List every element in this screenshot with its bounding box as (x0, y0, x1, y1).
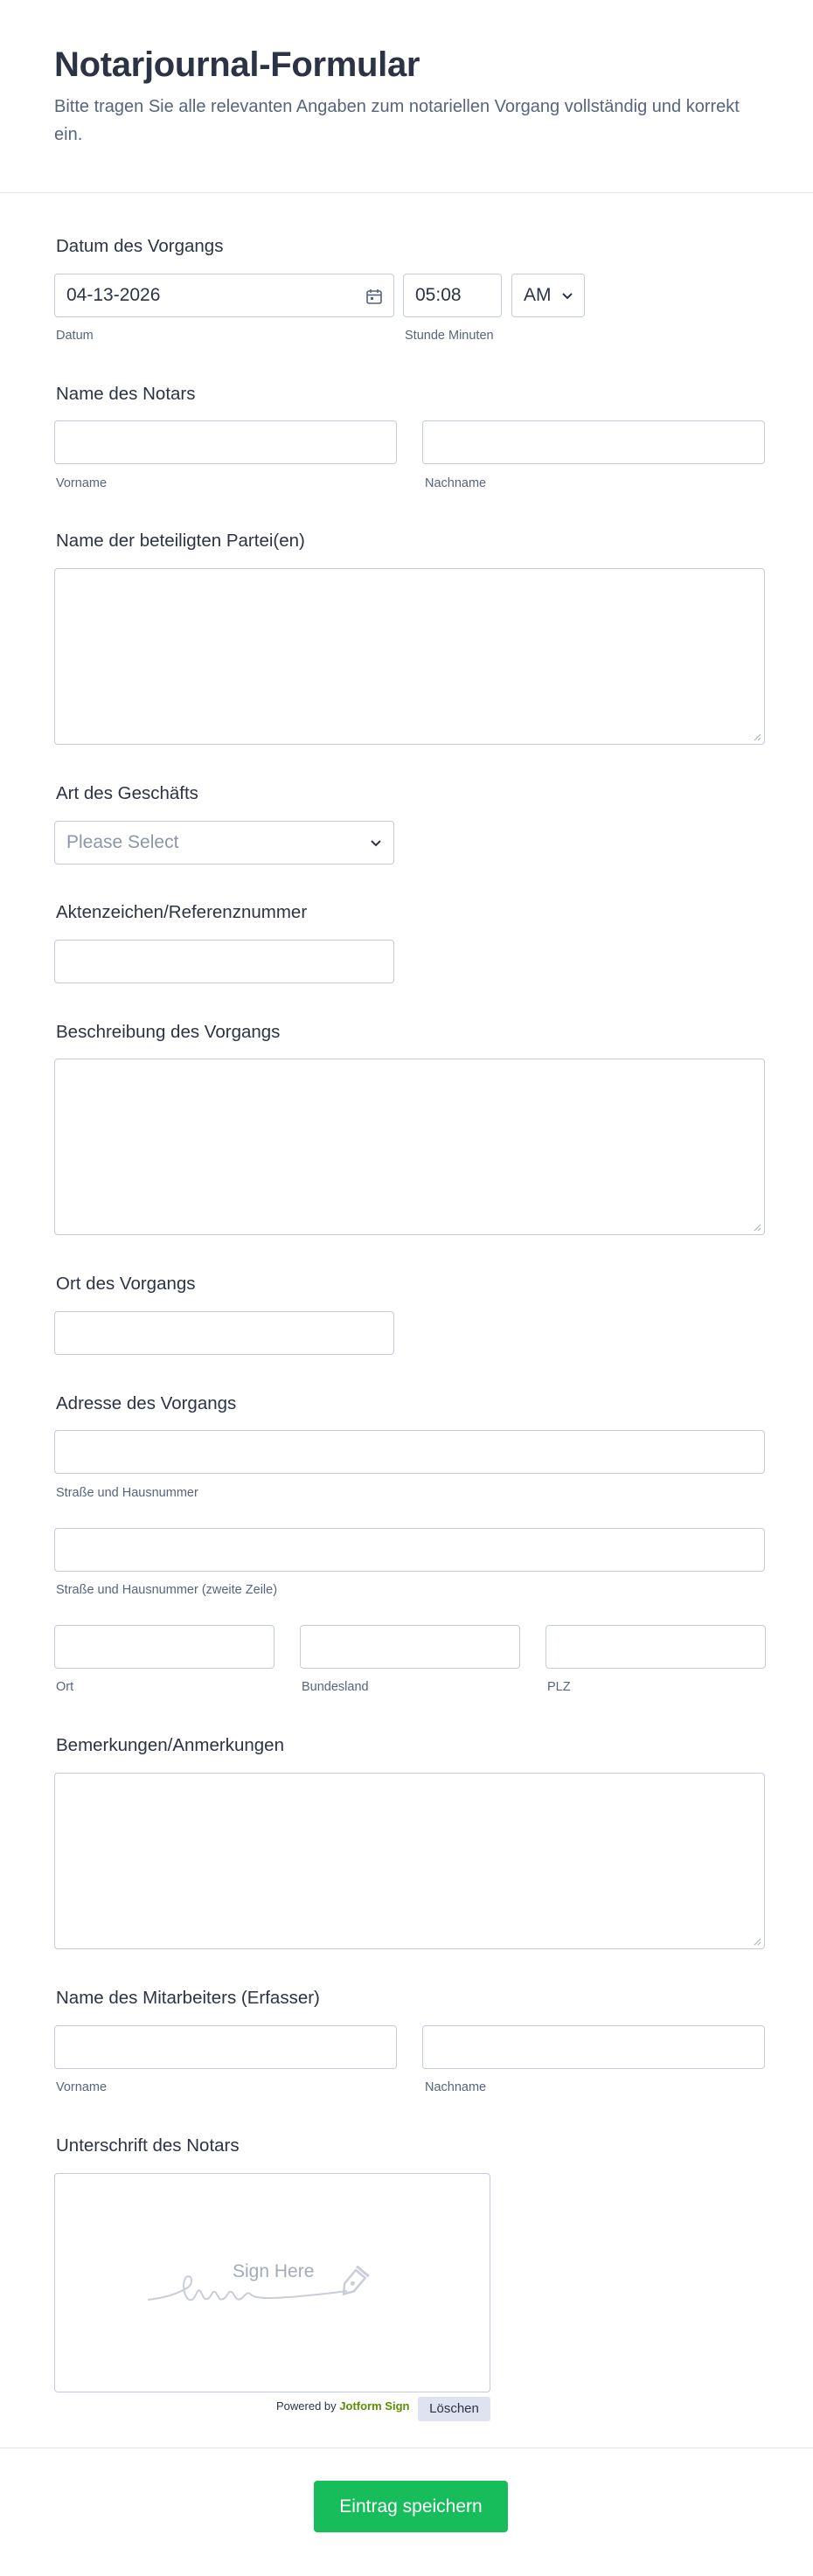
clear-signature-button[interactable]: Löschen (418, 2397, 490, 2421)
notary-name-label: Name des Notars (56, 384, 196, 404)
powered-by (276, 2399, 409, 2413)
date-value: 04-13-2026 (66, 285, 161, 305)
form-header (0, 0, 813, 193)
city-sublabel: Ort (56, 1680, 74, 1694)
state-sublabel: Bundesland (302, 1680, 369, 1694)
description-textarea[interactable] (54, 1059, 765, 1235)
city-input[interactable] (54, 1625, 274, 1669)
remarks-textarea[interactable] (54, 1773, 765, 1949)
street-input[interactable] (54, 1430, 765, 1474)
form-subtitle: Bitte tragen Sie alle relevanten Angaben zum notariellen Vorgang vollständig und korrekt ein. (54, 97, 740, 144)
form-title: Notarjournal-Formular (54, 45, 420, 84)
reference-label: Aktenzeichen/Referenznummer (56, 902, 308, 922)
signature-pad[interactable] (54, 2173, 490, 2392)
notary-first-name-input[interactable] (54, 420, 397, 464)
resize-handle-icon[interactable] (753, 1223, 761, 1232)
business-type-label: Art des Geschäfts (56, 783, 198, 803)
state-input[interactable] (300, 1625, 520, 1669)
employee-first-sublabel: Vorname (56, 2080, 108, 2094)
business-type-select[interactable] (54, 821, 394, 864)
chevron-down-icon (370, 837, 382, 853)
time-sublabel: Stunde Minuten (405, 329, 494, 343)
address-label: Adresse des Vorgangs (56, 1393, 237, 1413)
location-label: Ort des Vorgangs (56, 1274, 196, 1294)
zip-input[interactable] (545, 1625, 766, 1669)
description-label: Beschreibung des Vorgangs (56, 1022, 281, 1042)
notary-last-sublabel: Nachname (425, 476, 487, 490)
signature-label: Unterschrift des Notars (56, 2135, 240, 2156)
zip-sublabel: PLZ (547, 1680, 571, 1694)
resize-handle-icon[interactable] (753, 733, 761, 741)
date-input[interactable] (54, 274, 394, 317)
signature-placeholder: Sign Here (233, 2261, 315, 2281)
street-sublabel: Straße und Hausnummer (56, 1486, 198, 1500)
ampm-select[interactable] (511, 274, 585, 317)
street2-input[interactable] (54, 1528, 765, 1572)
street2-sublabel: Straße und Hausnummer (zweite Zeile) (56, 1583, 278, 1597)
reference-input[interactable] (54, 940, 394, 983)
parties-textarea[interactable] (54, 568, 765, 745)
chevron-down-icon (561, 289, 573, 306)
employee-last-sublabel: Nachname (425, 2080, 487, 2094)
powered-prefix: Powered by (276, 2399, 337, 2413)
time-value: 05:08 (415, 285, 462, 305)
business-type-placeholder: Please Select (66, 832, 179, 852)
resize-handle-icon[interactable] (753, 1937, 761, 1946)
remarks-label: Bemerkungen/Anmerkungen (56, 1735, 284, 1755)
date-sublabel: Datum (56, 329, 94, 343)
employee-name-label: Name des Mitarbeiters (Erfasser) (56, 1988, 320, 2008)
notary-first-sublabel: Vorname (56, 476, 108, 490)
submit-button[interactable]: Eintrag speichern (314, 2481, 508, 2532)
notary-last-name-input[interactable] (422, 420, 765, 464)
employee-first-name-input[interactable] (54, 2025, 397, 2069)
employee-last-name-input[interactable] (422, 2025, 765, 2069)
parties-label: Name der beteiligten Partei(en) (56, 531, 305, 551)
date-label: Datum des Vorgangs (56, 236, 224, 256)
signature-squiggle-icon (146, 2261, 408, 2314)
calendar-icon[interactable] (365, 288, 383, 309)
time-input[interactable] (403, 274, 502, 317)
location-input[interactable] (54, 1311, 394, 1355)
ampm-value: AM (524, 285, 552, 305)
powered-brand[interactable]: Jotform Sign (339, 2399, 410, 2413)
